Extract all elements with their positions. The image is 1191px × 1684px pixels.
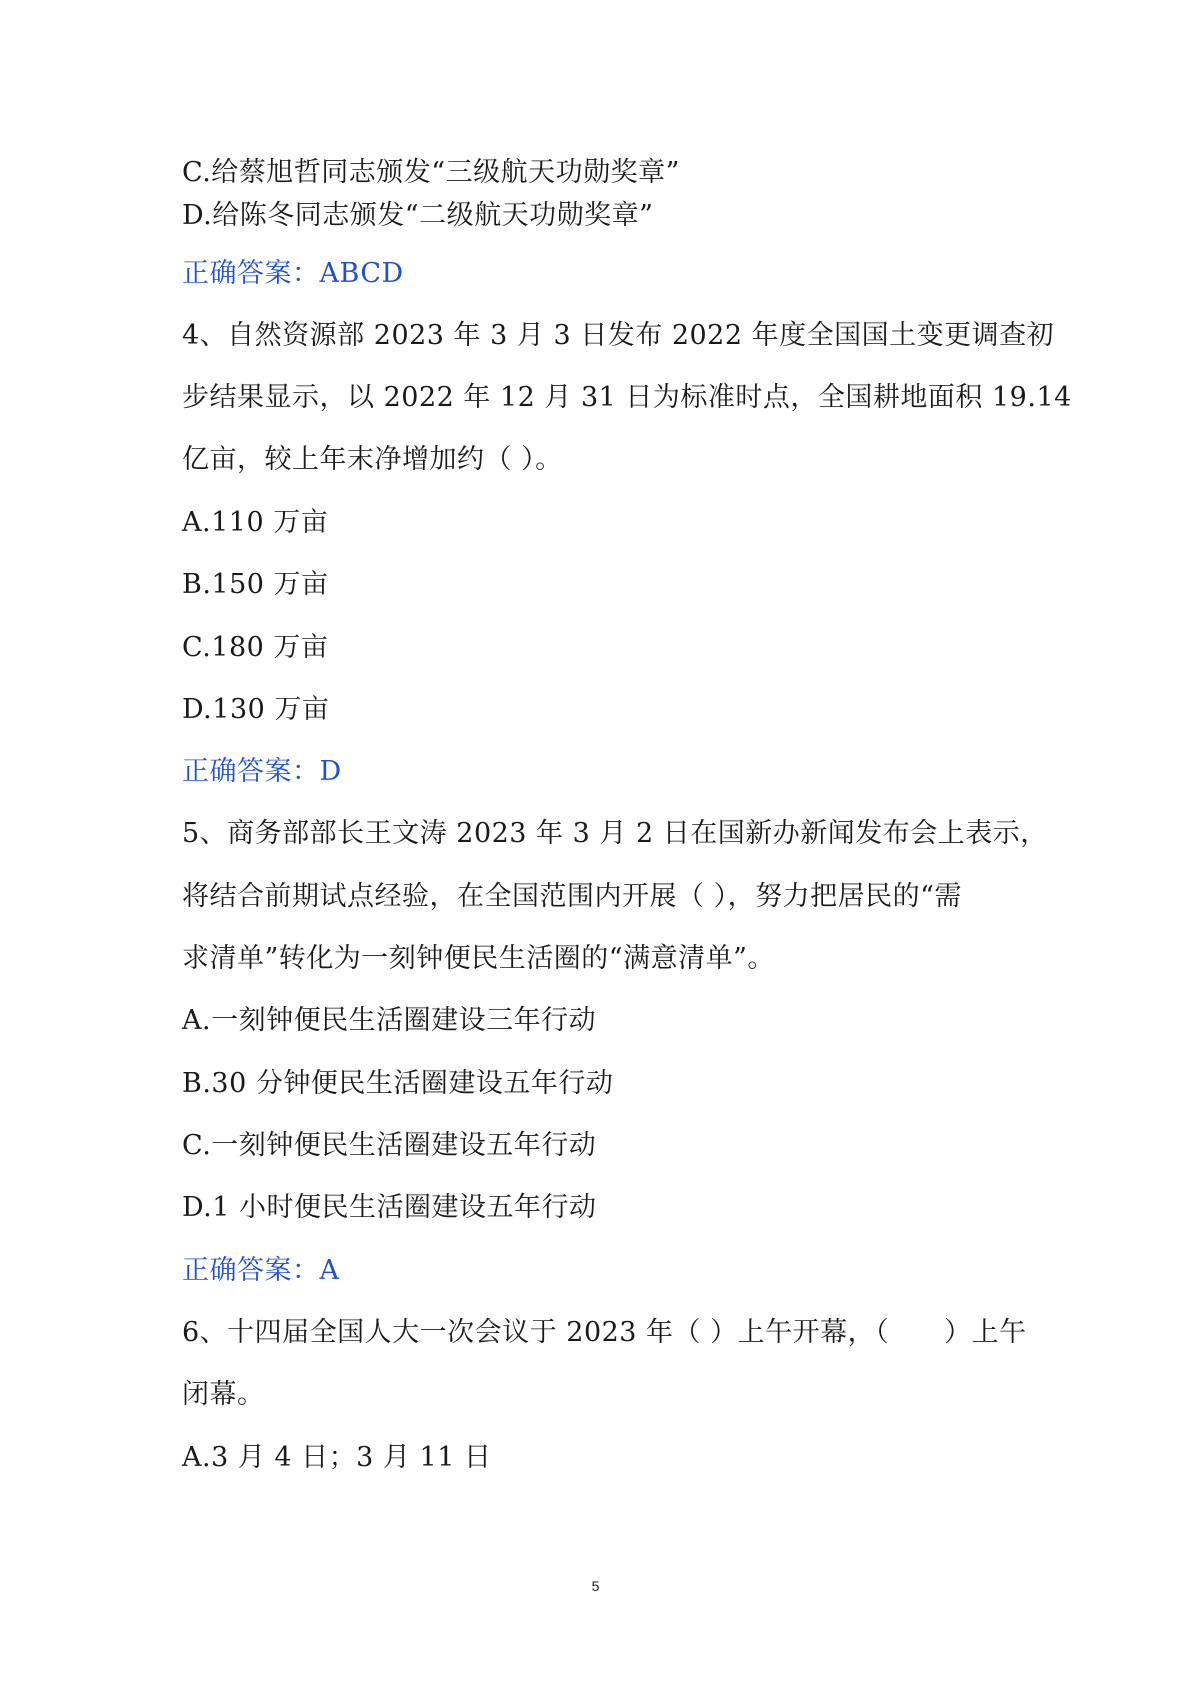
option-line: C.180 万亩 bbox=[182, 632, 329, 663]
question-line: 将结合前期试点经验，在全国范围内开展（ ），努力把居民的“需 bbox=[182, 881, 962, 912]
option-line: B.30 分钟便民生活圈建设五年行动 bbox=[182, 1068, 614, 1099]
question-line: 4、自然资源部 2023 年 3 月 3 日发布 2022 年度全国国土变更调查初 bbox=[182, 320, 1055, 351]
option-line: D.130 万亩 bbox=[182, 694, 330, 725]
option-line: D.给陈冬同志颁发“二级航天功勋奖章” bbox=[182, 200, 654, 231]
answer-line: 正确答案：ABCD bbox=[182, 258, 404, 289]
question-line: 闭幕。 bbox=[182, 1379, 265, 1410]
question-line: 求清单”转化为一刻钟便民生活圈的“满意清单”。 bbox=[182, 943, 775, 974]
option-line: A.3 月 4 日；3 月 11 日 bbox=[182, 1442, 492, 1473]
question-line: 亿亩，较上年末净增加约（ ）。 bbox=[182, 444, 563, 475]
page-number: 5 bbox=[591, 1578, 600, 1594]
option-line: A.110 万亩 bbox=[182, 507, 329, 538]
question-line: 5、商务部部长王文涛 2023 年 3 月 2 日在国新办新闻发布会上表示， bbox=[182, 818, 1048, 849]
question-line: 步结果显示，以 2022 年 12 月 31 日为标准时点，全国耕地面积 19.14 bbox=[182, 382, 1072, 413]
option-line: C.给蔡旭哲同志颁发“三级航天功勋奖章” bbox=[182, 157, 680, 188]
option-line: B.150 万亩 bbox=[182, 569, 329, 600]
answer-line: 正确答案：D bbox=[182, 756, 342, 787]
option-line: C.一刻钟便民生活圈建设五年行动 bbox=[182, 1130, 597, 1161]
question-line: 6、十四届全国人大一次会议于 2023 年（ ）上午开幕，（ ）上午 bbox=[182, 1317, 1027, 1348]
option-line: D.1 小时便民生活圈建设五年行动 bbox=[182, 1192, 597, 1223]
answer-line: 正确答案：A bbox=[182, 1255, 340, 1286]
option-line: A.一刻钟便民生活圈建设三年行动 bbox=[182, 1005, 597, 1036]
